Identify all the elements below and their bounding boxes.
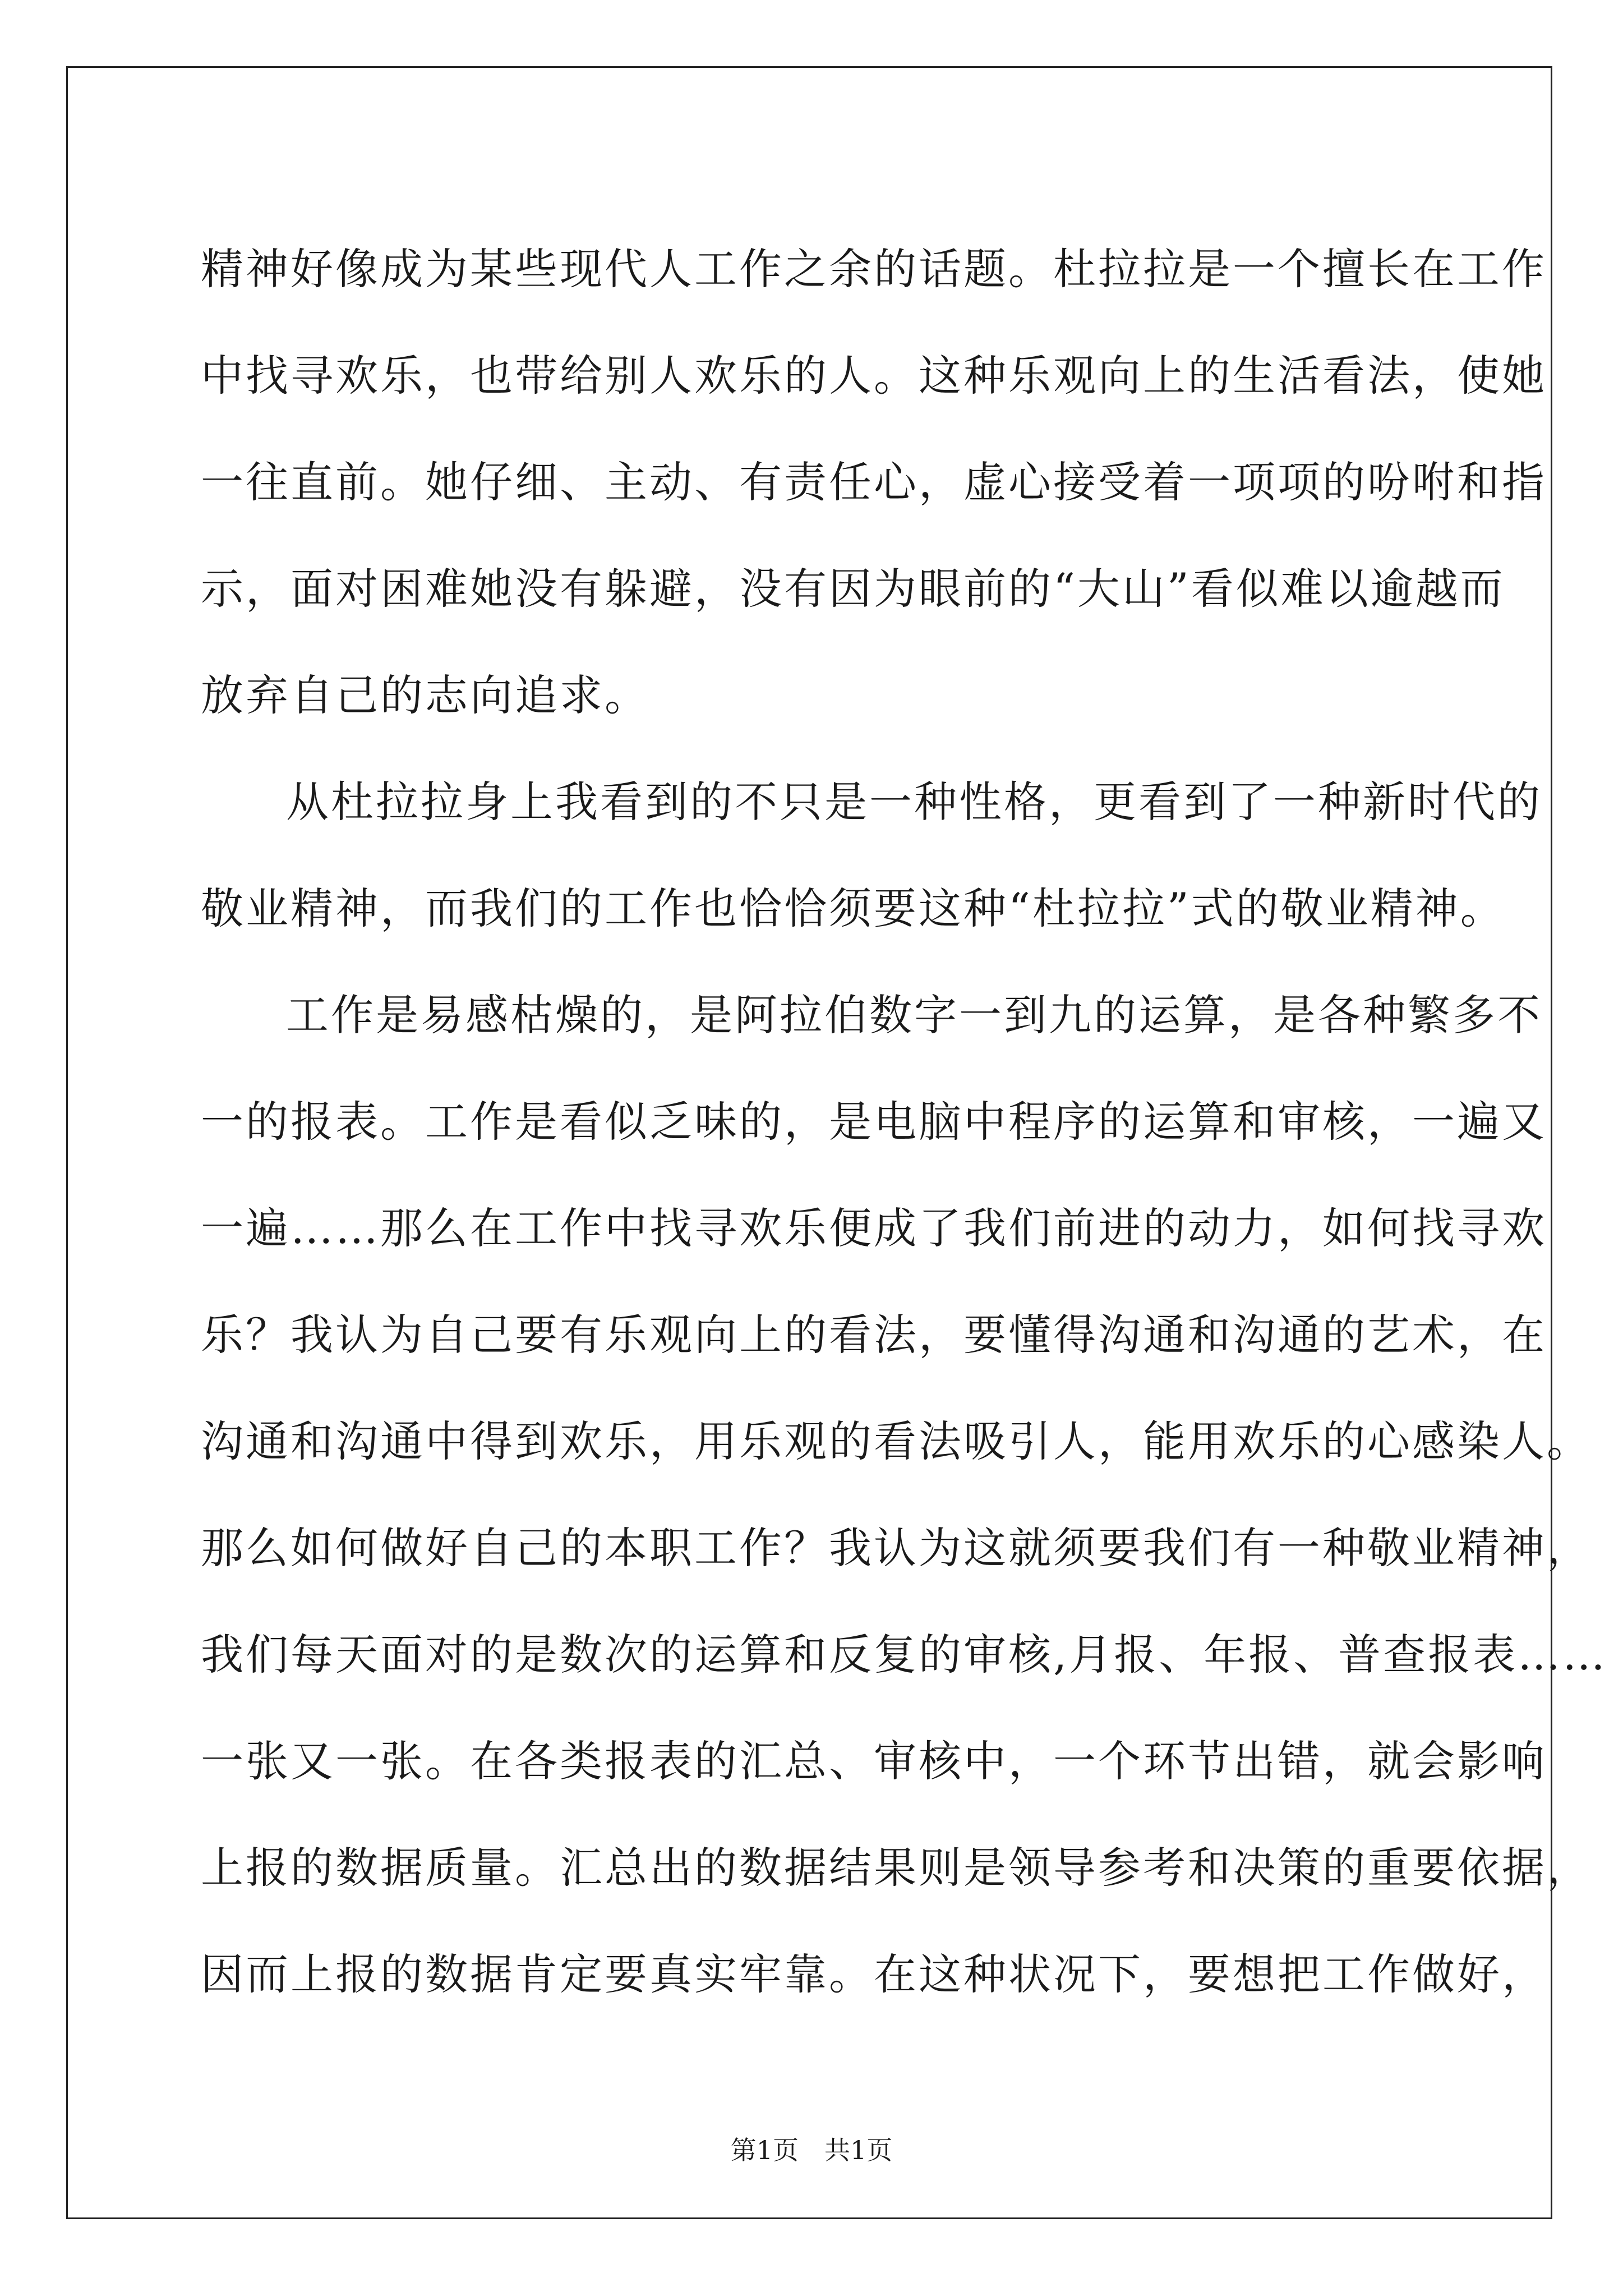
text-line-6: 从杜拉拉身上我看到的不只是一种性格，更看到了一种新时代的 xyxy=(286,777,1542,827)
page-footer xyxy=(0,2133,1623,2167)
text-line-9: 一的报表。工作是看似乏味的，是电脑中程序的运算和审核，一遍又 xyxy=(201,1097,1547,1147)
text-line-15: 一张又一张。在各类报表的汇总、审核中，一个环节出错，就会影响 xyxy=(201,1736,1547,1786)
text-line-14: 我们每天面对的是数次的运算和反复的审核,月报、年报、普查报表…… xyxy=(201,1630,1608,1680)
text-line-2: 中找寻欢乐，也带给别人欢乐的人。这种乐观向上的生活看法，使她 xyxy=(201,351,1547,401)
document-body xyxy=(201,216,1608,2028)
text-line-7: 敬业精神，而我们的工作也恰恰须要这种“杜拉拉”式的敬业精神。 xyxy=(201,884,1505,933)
page-total: 共1页 xyxy=(824,2135,893,2165)
text-line-1: 精神好像成为某些现代人工作之余的话题。杜拉拉是一个擅长在工作 xyxy=(201,244,1547,294)
text-line-10: 一遍……那么在工作中找寻欢乐便成了我们前进的动力，如何找寻欢 xyxy=(201,1203,1547,1253)
text-line-12: 沟通和沟通中得到欢乐，用乐观的看法吸引人，能用欢乐的心感染人。 xyxy=(201,1416,1592,1466)
page-number: 第1页 xyxy=(730,2135,799,2165)
text-line-3: 一往直前。她仔细、主动、有责任心，虚心接受着一项项的吩咐和指 xyxy=(201,457,1547,507)
text-line-16: 上报的数据质量。汇总出的数据结果则是领导参考和决策的重要依据， xyxy=(201,1843,1592,1893)
text-line-8: 工作是易感枯燥的，是阿拉伯数字一到九的运算，是各种繁多不 xyxy=(286,990,1542,1040)
text-line-4: 示，面对困难她没有躲避，没有因为眼前的“大山”看似难以逾越而 xyxy=(201,564,1505,614)
text-line-17: 因而上报的数据肯定要真实牢靠。在这种状况下，要想把工作做好， xyxy=(201,1949,1547,1999)
text-line-13: 那么如何做好自己的本职工作？我认为这就须要我们有一种敬业精神， xyxy=(201,1523,1592,1573)
text-line-5: 放弃自己的志向追求。 xyxy=(201,670,649,720)
text-line-11: 乐？我认为自己要有乐观向上的看法，要懂得沟通和沟通的艺术，在 xyxy=(201,1310,1547,1360)
